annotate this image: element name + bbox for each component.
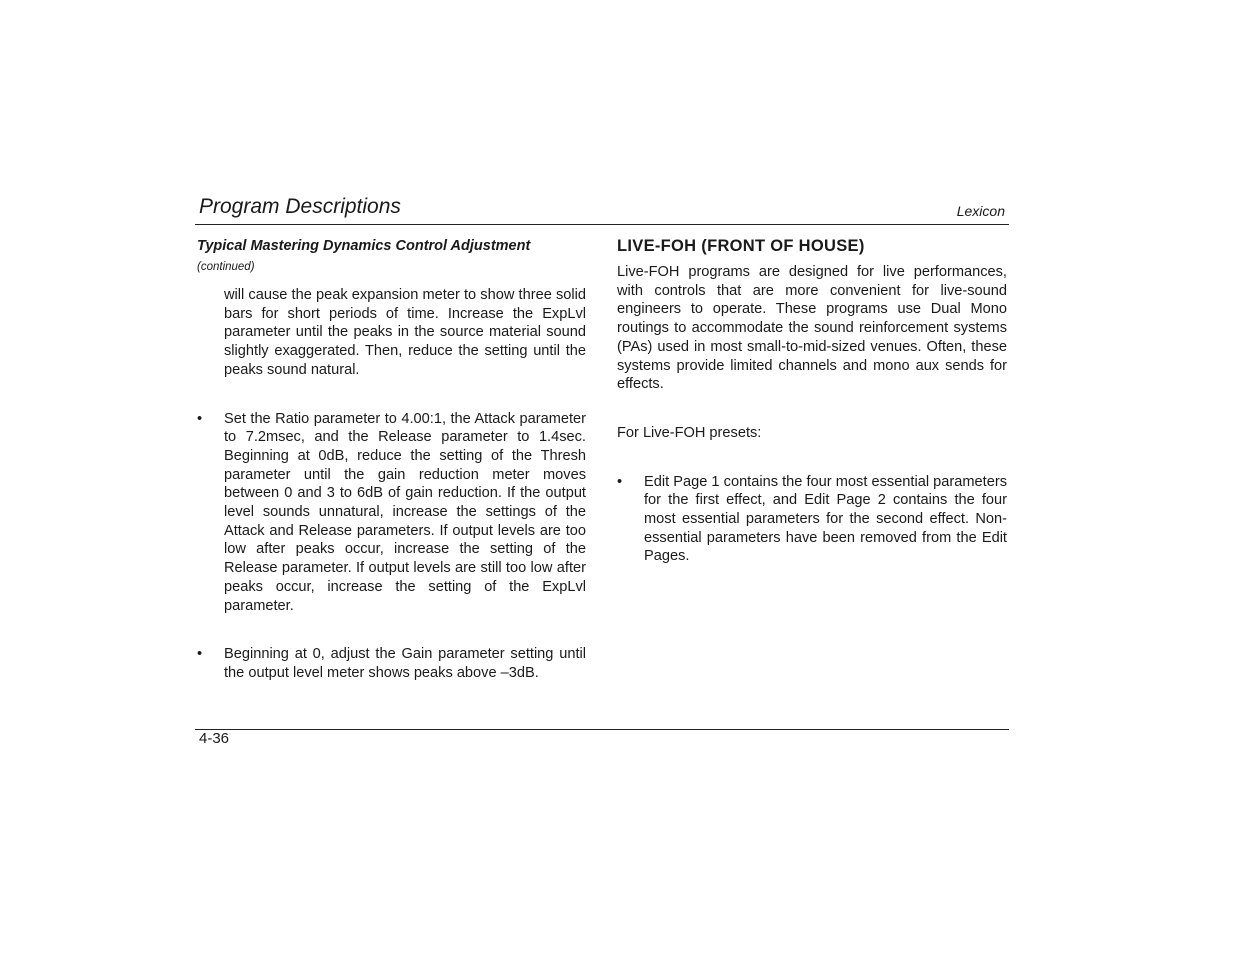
bullet-icon: • (197, 646, 203, 663)
lead-in-text: For Live-FOH presets: (617, 424, 762, 441)
list-item-text: Edit Page 1 contains the four most essential parameters for the first effect, and Edit Page 2 contains the four most essential parameters for the second effect. Non-essential parameters have been removed from the Edit Pages. (644, 473, 1007, 565)
list-item-text: Beginning at 0, adjust the Gain parameter setting until the output level meter shows peaks above –3dB. (224, 646, 586, 681)
subhead-continued-note: (continued) (197, 261, 255, 273)
header-rule (195, 224, 1009, 225)
bullet-icon: • (617, 473, 623, 490)
page-number: 4-36 (199, 730, 230, 747)
left-column (197, 236, 586, 683)
list-item (197, 645, 586, 682)
list-item-text: Set the Ratio parameter to 4.00:1, the Attack parameter to 7.2msec, and the Release parameter to 1.4sec. Beginning at 0dB, reduce the setting of the Thresh parameter until the gain reduction meter moves between 0 and 3 to 6dB of gain reduction. If the output level sounds unnatural, increase the settings of the Attack and Release parameters. If output levels are too low after peaks occur, increase the setting of the Release parameter. If output levels are still too low after peaks occur, increase the setting of the ExpLvl parameter. (224, 410, 586, 614)
subhead-text: Typical Mastering Dynamics Control Adjustment (197, 238, 531, 254)
list-item (617, 473, 1007, 567)
right-column (617, 236, 1007, 566)
section-subhead (197, 236, 586, 277)
page-title: Program Descriptions (199, 195, 401, 218)
bullet-icon: • (197, 410, 203, 427)
list-item (197, 410, 586, 616)
intro-paragraph: Live-FOH programs are designed for live performances, with controls that are more convenient for live-sound engineers to operate. These programs use Dual Mono routings to accommodate the sound reinforcement systems (PAs) used in most small-to-mid-sized venues. Often, these systems provide limited channels and mono aux sends for effects. (617, 264, 1007, 393)
section-heading: LIVE-FOH (FRONT OF HOUSE) (617, 237, 865, 255)
continued-paragraph: will cause the peak expansion meter to show three solid bars for short periods of time. Increase the ExpLvl parameter until the peaks in the source material sound slightly exaggerated. Then, reduce the setting until the peaks sound natural. (224, 287, 586, 378)
brand-name: Lexicon (956, 203, 1005, 219)
footer-rule (195, 729, 1009, 730)
